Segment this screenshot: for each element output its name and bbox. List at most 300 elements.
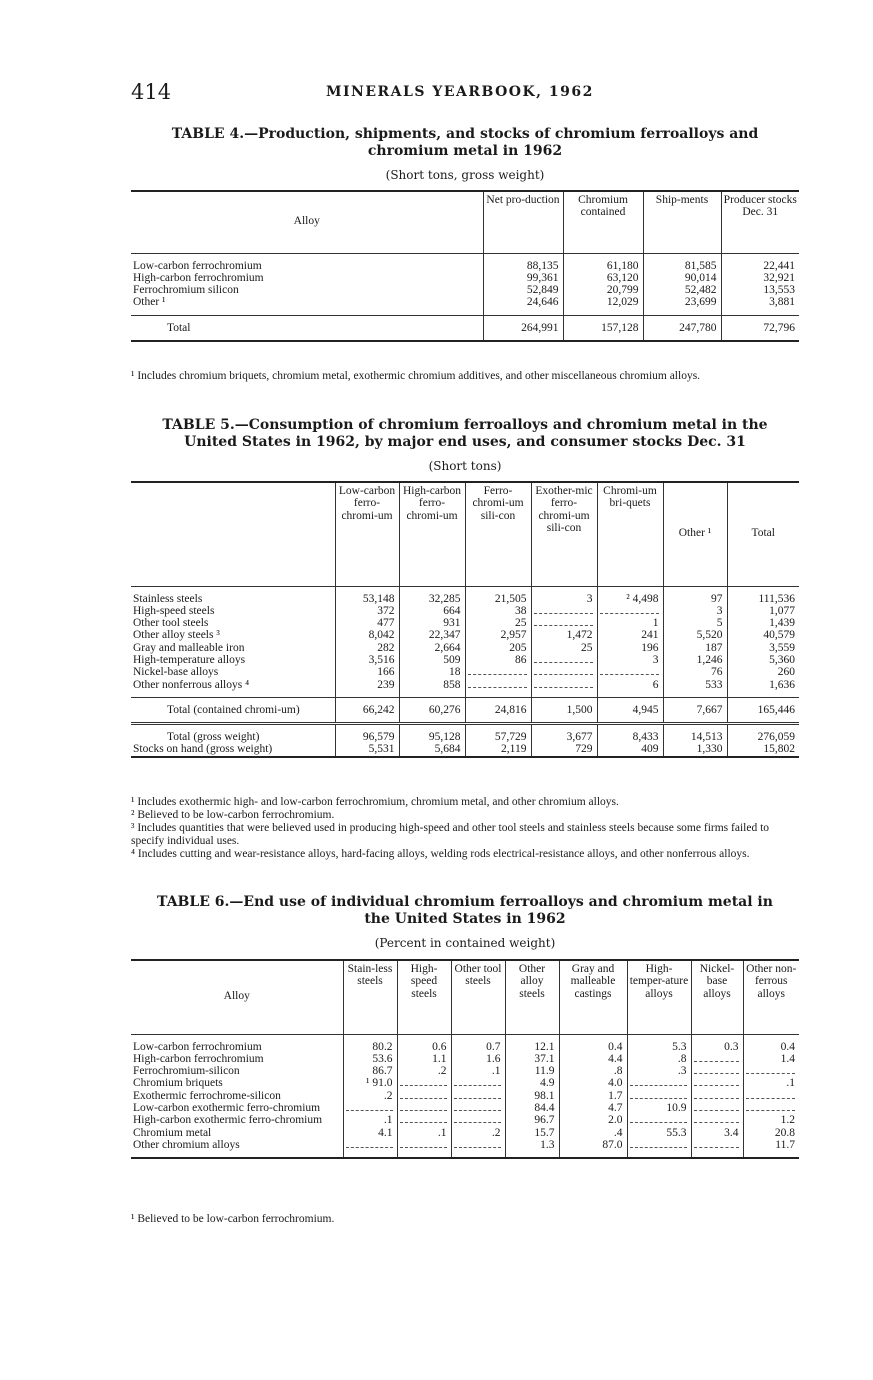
cell-value: 205 <box>465 642 531 654</box>
cell-value <box>397 1139 451 1151</box>
cell-value: 99,361 <box>483 272 563 284</box>
empty-cell-leader <box>746 1065 796 1074</box>
empty-cell-leader <box>400 1090 447 1099</box>
row-label: Low-carbon ferrochromium <box>133 259 262 272</box>
cell-value <box>343 1139 397 1151</box>
cell-value: 25 <box>531 642 597 654</box>
empty-cell-leader <box>534 617 593 626</box>
cell-value: 5,531 <box>335 743 399 756</box>
cell-value <box>451 1077 505 1089</box>
cell-value: 0.7 <box>451 1041 505 1053</box>
cell-value: 96.7 <box>505 1114 559 1126</box>
cell-value: 32,285 <box>399 593 465 605</box>
cell-value: .2 <box>343 1090 397 1102</box>
cell-value: 90,014 <box>643 272 721 284</box>
cell-value: 53.6 <box>343 1053 397 1065</box>
cell-value: .8 <box>559 1065 627 1077</box>
cell-value: 3,881 <box>721 296 799 308</box>
row-label: Low-carbon exothermic ferro-chromium <box>133 1101 321 1114</box>
cell-value: 66,242 <box>335 697 399 723</box>
cell-value: .1 <box>397 1127 451 1139</box>
cell-value: 52,849 <box>483 284 563 296</box>
cell-value: 1.7 <box>559 1090 627 1102</box>
row-label: High-carbon exothermic ferro-chromium <box>133 1114 323 1127</box>
cell-value: 4.0 <box>559 1077 627 1089</box>
page-number: 414 <box>131 80 172 104</box>
cell-value: 111,536 <box>727 593 799 605</box>
cell-value <box>531 666 597 678</box>
table6-col-other-alloy: Other alloy steels <box>505 960 559 1034</box>
cell-value: 3 <box>663 605 727 617</box>
cell-value: 4.4 <box>559 1053 627 1065</box>
row-label: Chromium metal <box>133 1126 212 1139</box>
table5-footnotes <box>131 796 799 861</box>
cell-value <box>451 1102 505 1114</box>
table4-body <box>131 253 799 341</box>
cell-value: 86 <box>465 654 531 666</box>
cell-value: .1 <box>743 1077 799 1089</box>
cell-value: 5,684 <box>399 743 465 756</box>
row-label: Nickel-base alloys <box>133 666 219 679</box>
table4-col-alloy: Alloy <box>293 215 320 228</box>
cell-value: 24,646 <box>483 296 563 308</box>
table4-caption-line1: TABLE 4.—Production, shipments, and stocks of chromium ferroalloys and <box>171 126 759 142</box>
empty-cell-leader <box>468 666 527 675</box>
table6-row <box>131 1127 799 1139</box>
cell-value <box>627 1114 691 1126</box>
cell-value: 1.2 <box>743 1114 799 1126</box>
empty-cell-leader <box>630 1114 687 1123</box>
table6-row <box>131 1114 799 1126</box>
cell-value: 0.3 <box>691 1041 743 1053</box>
table5-col-briquets: Chromi-um bri-quets <box>597 482 663 586</box>
cell-value: 509 <box>399 654 465 666</box>
row-label: Other ¹ <box>133 296 166 309</box>
cell-value: 95,128 <box>399 731 465 743</box>
table6-col-stainless: Stain-less steels <box>343 960 397 1034</box>
cell-value: 87.0 <box>559 1139 627 1151</box>
table5-col-high-carbon: High-carbon ferro-chromi-um <box>399 482 465 586</box>
table4-row <box>131 272 799 284</box>
cell-value: 72,796 <box>721 315 799 341</box>
cell-value: 7,667 <box>663 697 727 723</box>
empty-cell-leader <box>694 1065 739 1074</box>
cell-value <box>465 666 531 678</box>
table4-caption <box>131 126 799 160</box>
row-label: Stainless steels <box>133 592 203 605</box>
row-label: High-temperature alloys <box>133 653 246 666</box>
cell-value: 15,802 <box>727 743 799 756</box>
cell-value <box>451 1114 505 1126</box>
table5-row <box>131 679 799 691</box>
cell-value: 1 <box>597 617 663 629</box>
cell-value: 86.7 <box>343 1065 397 1077</box>
spacer-row <box>131 724 799 732</box>
table6-col-high-temp: High-temper-ature alloys <box>627 960 691 1034</box>
cell-value: 5 <box>663 617 727 629</box>
cell-value <box>451 1139 505 1151</box>
cell-value: 22,441 <box>721 260 799 272</box>
cell-value: 165,446 <box>727 697 799 723</box>
cell-value: 98.1 <box>505 1090 559 1102</box>
cell-value: 931 <box>399 617 465 629</box>
cell-value <box>691 1065 743 1077</box>
table6-body <box>131 1034 799 1158</box>
empty-cell-leader <box>400 1114 447 1123</box>
cell-value: 0.4 <box>743 1041 799 1053</box>
cell-value: 196 <box>597 642 663 654</box>
empty-cell-leader <box>694 1114 739 1123</box>
cell-value: 20.8 <box>743 1127 799 1139</box>
empty-cell-leader <box>400 1139 447 1148</box>
cell-value <box>743 1090 799 1102</box>
table4-col-producer-stocks: Producer stocks Dec. 31 <box>721 191 799 253</box>
cell-value: 32,921 <box>721 272 799 284</box>
cell-value: 664 <box>399 605 465 617</box>
table4-total-row <box>131 315 799 341</box>
cell-value: 13,553 <box>721 284 799 296</box>
table6-row <box>131 1139 799 1151</box>
cell-value: ¹ 91.0 <box>343 1077 397 1089</box>
row-label: Other tool steels <box>133 617 209 630</box>
row-label: Other chromium alloys <box>133 1138 240 1151</box>
table6-row <box>131 1077 799 1089</box>
cell-value: 372 <box>335 605 399 617</box>
table6-col-alloy: Alloy <box>223 990 250 1003</box>
cell-value: 18 <box>399 666 465 678</box>
cell-value: 157,128 <box>563 315 643 341</box>
cell-value <box>597 605 663 617</box>
table4 <box>131 190 799 342</box>
table6 <box>131 959 799 1159</box>
table6-caption-line1: TABLE 6.—End use of individual chromium ferroalloys and chromium metal in <box>157 894 773 910</box>
row-label: Exothermic ferrochrome-silicon <box>133 1089 281 1102</box>
table6-row <box>131 1053 799 1065</box>
cell-value <box>691 1090 743 1102</box>
cell-value: 3 <box>597 654 663 666</box>
cell-value: 477 <box>335 617 399 629</box>
table5-col-exothermic: Exother-mic ferro-chromi-um sili-con <box>531 482 597 586</box>
table5-col-ferro-silicon: Ferro-chromi-um sili-con <box>465 482 531 586</box>
table5-row <box>131 654 799 666</box>
cell-value: 1.1 <box>397 1053 451 1065</box>
cell-value: 40,579 <box>727 629 799 641</box>
cell-value: 4,945 <box>597 697 663 723</box>
cell-value: 52,482 <box>643 284 721 296</box>
table5-footnote-4: ⁴ Includes cutting and wear-resistance alloys, hard-facing alloys, welding rods electrical-resistance alloys, and other nonferrous alloys. <box>131 848 750 860</box>
cell-value: 260 <box>727 666 799 678</box>
cell-value: .4 <box>559 1127 627 1139</box>
cell-value: 20,799 <box>563 284 643 296</box>
table6-row <box>131 1102 799 1114</box>
empty-cell-leader <box>454 1077 501 1086</box>
table5-row <box>131 605 799 617</box>
cell-value: 241 <box>597 629 663 641</box>
cell-value: 55.3 <box>627 1127 691 1139</box>
cell-value: 53,148 <box>335 593 399 605</box>
table5-subtitle: (Short tons) <box>428 459 502 473</box>
cell-value: 11.7 <box>743 1139 799 1151</box>
table6-header <box>131 960 799 1034</box>
cell-value <box>597 666 663 678</box>
table5-row <box>131 629 799 641</box>
cell-value: 1.4 <box>743 1053 799 1065</box>
cell-value: 533 <box>663 679 727 691</box>
cell-value: 61,180 <box>563 260 643 272</box>
cell-value: 6 <box>597 679 663 691</box>
table5-col-low-carbon: Low-carbon ferro-chromi-um <box>335 482 399 586</box>
empty-cell-leader <box>694 1090 739 1099</box>
cell-value: 4.7 <box>559 1102 627 1114</box>
cell-value: 3,677 <box>531 731 597 743</box>
table6-caption-line2: the United States in 1962 <box>364 911 566 927</box>
cell-value <box>743 1102 799 1114</box>
cell-value: 282 <box>335 642 399 654</box>
empty-cell-leader <box>468 679 527 688</box>
cell-value: 24,816 <box>465 697 531 723</box>
cell-value <box>627 1077 691 1089</box>
cell-value <box>343 1102 397 1114</box>
empty-cell-leader <box>694 1139 739 1148</box>
table4-row <box>131 296 799 308</box>
table6-col-other-nonferrous: Other non-ferrous alloys <box>743 960 799 1034</box>
cell-value: 2,664 <box>399 642 465 654</box>
cell-value: 5,520 <box>663 629 727 641</box>
table5-header <box>131 482 799 586</box>
row-label: Other nonferrous alloys ⁴ <box>133 678 250 691</box>
table5-row <box>131 617 799 629</box>
row-label: Ferrochromium-silicon <box>133 1065 240 1078</box>
cell-value: 97 <box>663 593 727 605</box>
row-label: Low-carbon ferrochromium <box>133 1040 262 1053</box>
cell-value <box>743 1065 799 1077</box>
row-label: Ferrochromium silicon <box>133 284 239 297</box>
cell-value: 63,120 <box>563 272 643 284</box>
cell-value: 1,330 <box>663 743 727 756</box>
cell-value: 1,246 <box>663 654 727 666</box>
table4-header <box>131 191 799 253</box>
cell-value: .1 <box>451 1065 505 1077</box>
empty-cell-leader <box>454 1102 501 1111</box>
cell-value: 88,135 <box>483 260 563 272</box>
cell-value <box>397 1102 451 1114</box>
table4-subtitle: (Short tons, gross weight) <box>385 168 545 182</box>
cell-value: 57,729 <box>465 731 531 743</box>
empty-cell-leader <box>400 1102 447 1111</box>
cell-value: 96,579 <box>335 731 399 743</box>
table6-col-high-speed: High-speed steels <box>397 960 451 1034</box>
cell-value: 14,513 <box>663 731 727 743</box>
table5-total-gross-row <box>131 731 799 743</box>
cell-value: .8 <box>627 1053 691 1065</box>
empty-cell-leader <box>400 1077 447 1086</box>
cell-value: 2,957 <box>465 629 531 641</box>
cell-value: .2 <box>451 1127 505 1139</box>
table5-caption-line2: United States in 1962, by major end uses, and consumer stocks Dec. 31 <box>184 434 746 450</box>
table4-col-shipments: Ship-ments <box>643 191 721 253</box>
cell-value: 3 <box>531 593 597 605</box>
table6-footnote: ¹ Believed to be low-carbon ferrochromium. <box>131 1213 335 1225</box>
empty-cell-leader <box>346 1139 393 1148</box>
cell-value: 60,276 <box>399 697 465 723</box>
cell-value <box>397 1114 451 1126</box>
cell-value: 1,439 <box>727 617 799 629</box>
cell-value <box>465 679 531 691</box>
cell-value: .2 <box>397 1065 451 1077</box>
table6-row <box>131 1090 799 1102</box>
cell-value <box>451 1090 505 1102</box>
table6-col-gray-malleable: Gray and malleable castings <box>559 960 627 1034</box>
empty-cell-leader <box>746 1102 796 1111</box>
cell-value: 1.6 <box>451 1053 505 1065</box>
table5-footnote-1: ¹ Includes exothermic high- and low-carbon ferrochromium, chromium metal, and other chromium alloys. <box>131 796 619 808</box>
cell-value: 0.4 <box>559 1041 627 1053</box>
empty-cell-leader <box>454 1139 501 1148</box>
table5-footnote-3: ³ Includes quantities that were believed used in producing high-speed and other tool steels and stainless steels because some firms failed to specify individual uses. <box>131 822 770 847</box>
cell-value <box>531 605 597 617</box>
row-label: Chromium briquets <box>133 1077 223 1090</box>
row-label: High-speed steels <box>133 604 215 617</box>
cell-value: 4.9 <box>505 1077 559 1089</box>
cell-value: 81,585 <box>643 260 721 272</box>
cell-value: 2.0 <box>559 1114 627 1126</box>
cell-value: 1,636 <box>727 679 799 691</box>
cell-value: 247,780 <box>643 315 721 341</box>
cell-value: 3.4 <box>691 1127 743 1139</box>
cell-value: 3,559 <box>727 642 799 654</box>
table4-col-net-production: Net pro-duction <box>483 191 563 253</box>
cell-value: 1,500 <box>531 697 597 723</box>
cell-value: 4.1 <box>343 1127 397 1139</box>
table5-col-total: Total <box>727 482 799 586</box>
cell-value: 22,347 <box>399 629 465 641</box>
empty-cell-leader <box>694 1102 739 1111</box>
cell-value: 2,119 <box>465 743 531 756</box>
table5-caption-line1: TABLE 5.—Consumption of chromium ferroalloys and chromium metal in the <box>162 417 768 433</box>
cell-value <box>397 1077 451 1089</box>
row-label: Total (gross weight) <box>167 731 260 744</box>
table6-row <box>131 1065 799 1077</box>
table6-col-other-tool: Other tool steels <box>451 960 505 1034</box>
empty-cell-leader <box>534 666 593 675</box>
empty-cell-leader <box>746 1090 796 1099</box>
cell-value: 1,472 <box>531 629 597 641</box>
table6-subtitle: (Percent in contained weight) <box>374 936 556 950</box>
cell-value: 11.9 <box>505 1065 559 1077</box>
empty-cell-leader <box>694 1077 739 1086</box>
cell-value <box>397 1090 451 1102</box>
row-label: High-carbon ferrochromium <box>133 1052 264 1065</box>
cell-value: 1,077 <box>727 605 799 617</box>
cell-value: 12.1 <box>505 1041 559 1053</box>
cell-value: 858 <box>399 679 465 691</box>
cell-value <box>531 654 597 666</box>
table4-row <box>131 284 799 296</box>
cell-value: 37.1 <box>505 1053 559 1065</box>
empty-cell-leader <box>454 1090 501 1099</box>
cell-value: 12,029 <box>563 296 643 308</box>
cell-value <box>691 1102 743 1114</box>
cell-value <box>627 1090 691 1102</box>
cell-value: 84.4 <box>505 1102 559 1114</box>
row-label: Total <box>167 321 191 334</box>
empty-cell-leader <box>600 605 659 614</box>
table4-caption-line2: chromium metal in 1962 <box>367 143 563 159</box>
row-label: Stocks on hand (gross weight) <box>133 743 273 756</box>
cell-value: 1.3 <box>505 1139 559 1151</box>
cell-value: 10.9 <box>627 1102 691 1114</box>
table6-caption <box>131 894 799 928</box>
table6-col-nickel-base: Nickel-base alloys <box>691 960 743 1034</box>
cell-value: 0.6 <box>397 1041 451 1053</box>
table4-col-chromium-contained: Chromium contained <box>563 191 643 253</box>
cell-value: 276,059 <box>727 731 799 743</box>
row-label: Total (contained chromi-um) <box>167 703 300 716</box>
cell-value: 15.7 <box>505 1127 559 1139</box>
table5 <box>131 481 799 758</box>
table6-row <box>131 1041 799 1053</box>
row-label: Gray and malleable iron <box>133 641 245 654</box>
table5-row <box>131 666 799 678</box>
cell-value <box>627 1139 691 1151</box>
cell-value: .1 <box>343 1114 397 1126</box>
table4-row <box>131 260 799 272</box>
table5-col-other: Other ¹ <box>663 482 727 586</box>
spacer-row <box>131 1151 799 1158</box>
cell-value: 76 <box>663 666 727 678</box>
empty-cell-leader <box>694 1053 739 1062</box>
cell-value: 23,699 <box>643 296 721 308</box>
table5-total-contained-row <box>131 697 799 723</box>
cell-value: ² 4,498 <box>597 593 663 605</box>
cell-value: 21,505 <box>465 593 531 605</box>
cell-value <box>691 1114 743 1126</box>
cell-value: 3,516 <box>335 654 399 666</box>
running-title: MINERALS YEARBOOK, 1962 <box>326 84 594 100</box>
table5-body <box>131 586 799 757</box>
row-label: Other alloy steels ³ <box>133 629 220 642</box>
cell-value: 8,433 <box>597 731 663 743</box>
cell-value: 239 <box>335 679 399 691</box>
empty-cell-leader <box>630 1090 687 1099</box>
empty-cell-leader <box>346 1102 393 1111</box>
cell-value: 187 <box>663 642 727 654</box>
cell-value <box>691 1139 743 1151</box>
cell-value: 264,991 <box>483 315 563 341</box>
cell-value: 729 <box>531 743 597 756</box>
table5-row <box>131 642 799 654</box>
cell-value: 409 <box>597 743 663 756</box>
table5-col-blank <box>131 482 335 586</box>
cell-value: 8,042 <box>335 629 399 641</box>
cell-value <box>691 1077 743 1089</box>
table5-footnote-2: ² Believed to be low-carbon ferrochromium. <box>131 809 335 821</box>
cell-value: 166 <box>335 666 399 678</box>
cell-value: 5,360 <box>727 654 799 666</box>
cell-value <box>691 1053 743 1065</box>
cell-value <box>531 617 597 629</box>
table5-caption <box>131 417 799 451</box>
cell-value: 5.3 <box>627 1041 691 1053</box>
cell-value: .3 <box>627 1065 691 1077</box>
empty-cell-leader <box>630 1077 687 1086</box>
cell-value: 25 <box>465 617 531 629</box>
table5-stocks-row <box>131 743 799 756</box>
empty-cell-leader <box>454 1114 501 1123</box>
empty-cell-leader <box>534 679 593 688</box>
cell-value <box>531 679 597 691</box>
cell-value: 80.2 <box>343 1041 397 1053</box>
